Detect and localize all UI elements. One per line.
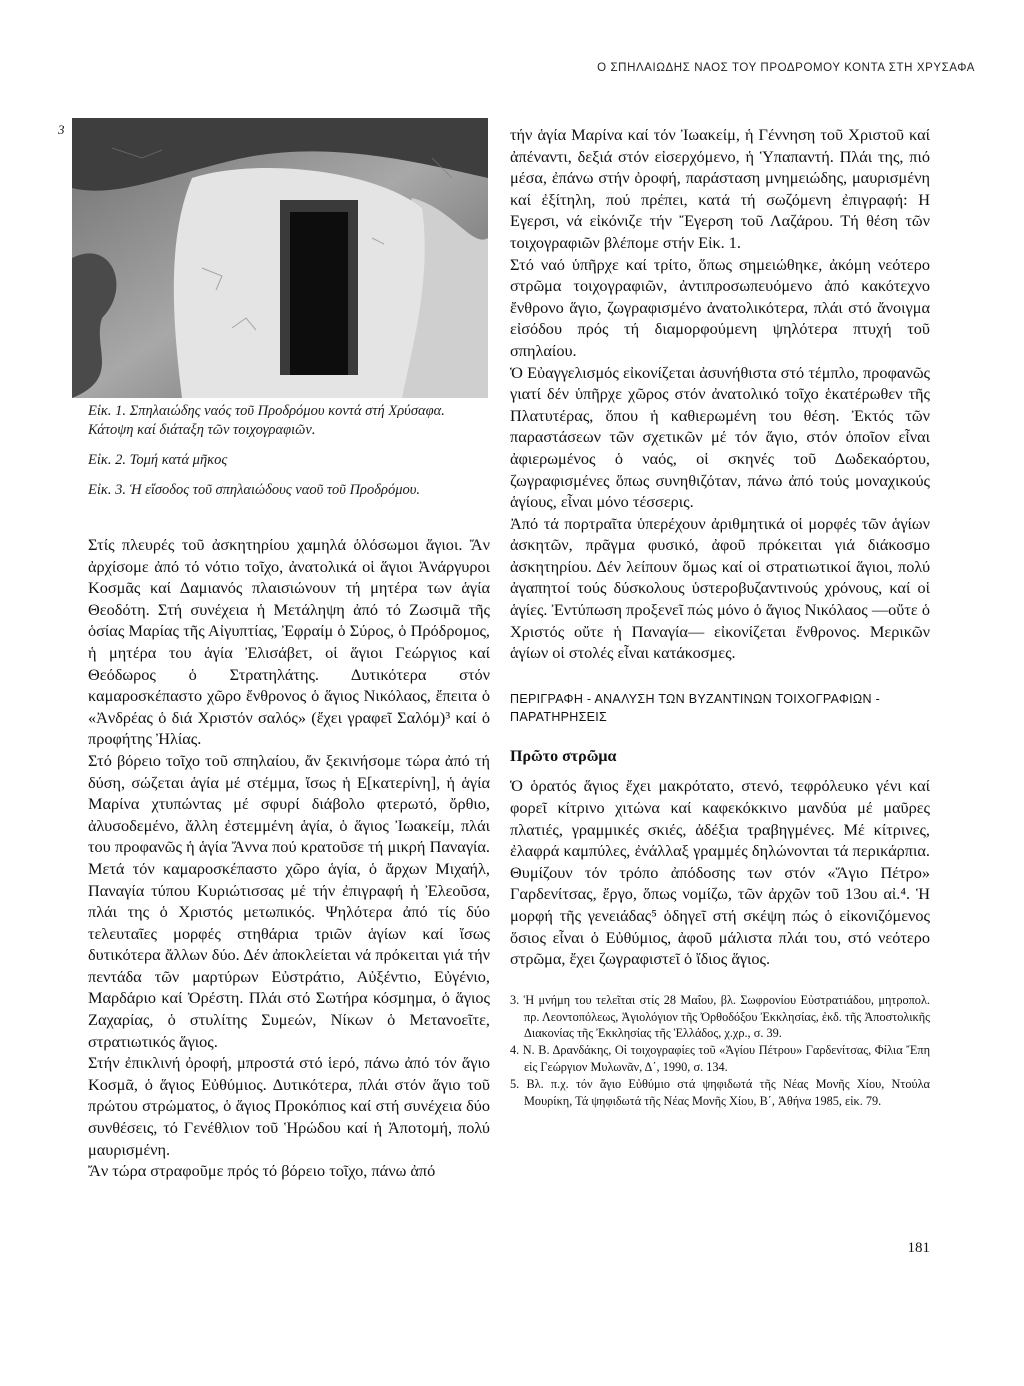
paragraph: Στό βόρειο τοῖχο τοῦ σπηλαίου, ἄν ξεκινήσομε τώρα ἀπό τή δύση, σώζεται ἁγία μέ στέμμα, ἴσως ἡ Ε[κατερίνη], ἡ ἁγία Μαρίνα χτυπώντας μέ σφυρί διάβολο φτερωτό, ὄρθιο, ἀλυσοδεμένο, ἄλλη ἐστεμμένη ἁγία, ὁ ἅγιος Ἰωακείμ, πλάι του προφανῶς ἡ ἁγία Ἄννα πού κρατοῦσε τή μικρή Παναγία. Μετά τόν καμαροσκέπαστο χῶρο ἁγία, ὁ ἄρχων Μιχαήλ, Παναγία τύπου Κυριώτισσας μέ τήν ἐπιγραφή ἡ Ἐλεοῦσα, πλάι της ὁ Χριστός μετωπικός. Ψηλότερα ἀπό τίς δύο τελευταῖες μορφές στηθάρια τριῶν ἁγίων καί ἴσως δυτικότερα ἄλλων δύο. Δέν ἀποκλείεται νά πρόκειται γιά τήν πεντάδα τῶν μαρτύρων Εὐστράτιο, Αὐξέντιο, Εὐγένιο, Μαρδάριο καί Ὀρέστη. Πλάι στό Σωτήρα κόσμημα, ὁ ἅγιος Ζαχαρίας, ὁ στυλίτης Συμεών, Νίκων ὁ Μετανοεῖτε, στρατιωτικός ἅγιος. [88,750,490,1051]
paragraph: Ὁ Εὐαγγελισμός εἰκονίζεται ἀσυνήθιστα στό τέμπλο, προφανῶς γιατί δέν ὑπῆρχε χῶρος στόν ἀνατολικό τοῖχο ἑκατέρωθεν τῆς Πλατυτέρας, ὅπου ἡ καθιερωμένη του θέση. Ἐκτός τῶν παραστάσεων τῶν σχετικῶν μέ τόν ἅγιο, στόν ὁποῖον εἶναι ἀφιερωμένος ὁ ναός, οἱ σκηνές τοῦ Δωδεκαόρτου, ζωγραφισμένες ὅπως συνηθιζόταν, πάνω ἀπό τούς μοναχικούς ἁγίους, εἶναι μόνο τέσσερις. [510,362,930,512]
cave-entrance-photo [72,118,488,398]
footnote: 3. Ἡ μνήμη του τελεῖται στίς 28 Μαΐου, βλ. Σωφρονίου Εὐστρατιάδου, μητροπολ. πρ. Λεοντοπόλεως, Ἁγιολόγιον τῆς Ὀρθοδόξου Ἐκκλησίας, ἐκδ. τῆς Ἀποστολικῆς Διακονίας τῆς Ἐκκλησίας τῆς Ἑλλάδος, χ.χρ., σ. 39. [510,992,930,1041]
right-column [510,124,930,1109]
paragraph: Ὁ ὁρατός ἅγιος ἔχει μακρότατο, στενό, τεφρόλευκο γένι καί φορεῖ κίτρινο χιτώνα καί καφεκόκκινο μανδύα μέ μαῦρες πλατιές, γραμμικές σκιές, ἀδέξια τραβηγμένες. Μέ κίτρινες, ἐλαφρά καμπύλες, ἐνάλλαξ γραμμές δηλώνονται τά περικάρπια. Θυμίζουν τόν τρόπο ἀπόδοσης των στόν «Ἅγιο Πέτρο» Γαρδενίτσας, ἔργο, ὅπως νομίζω, τῶν ἀρχῶν τοῦ 13ου αἰ.⁴. Ἡ μορφή τῆς γενειάδας⁵ ὁδηγεῖ στή σκέψη πώς ὁ εἰκονιζόμενος ὅσιος εἶναι ὁ Εὐθύμιος, ἀφοῦ μάλιστα πλάι του, στό νεότερο στρῶμα, ἔχει ζωγραφιστεῖ ὁ ἴδιος ἅγιος. [510,776,930,969]
paragraph: Στήν ἐπικλινή ὀροφή, μπροστά στό ἱερό, πάνω ἀπό τόν ἅγιο Κοσμᾶ, ὁ ἅγιος Εὐθύμιος. Δυτικότερα, πλάι στόν ἅγιο τοῦ πρώτου στρώματος, ὁ ἅγιος Προκόπιος καί στή συνέχεια δύο συνθέσεις, τό Γενέθλιον τοῦ Ἡρώδου καί ἡ Ἀποτομή, πολύ μαυρισμένη. [88,1053,490,1159]
left-column [88,534,490,1182]
paragraph: Ἀπό τά πορτραῖτα ὑπερέχουν ἀριθμητικά οἱ μορφές τῶν ἁγίων ἀσκητῶν, πρᾶγμα φυσικό, ἀφοῦ πρόκειται γιά διάκοσμο ἀσκητηρίου. Δέν λείπουν ὅμως καί οἱ στρατιωτικοί ἅγιοι, πολύ ἀγαπητοί τούς δύσκολους ὑστεροβυζαντινούς χρόνους, καί οἱ ἁγίες. Ἐντύπωση προξενεῖ πώς μόνο ὁ ἅγιος Νικόλαος —οὔτε ὁ Χριστός οὔτε ἡ Παναγία— εἰκονίζεται ἔνθρονος. Μερικῶν ἁγίων οἱ στολές εἶναι κατάκοσμες. [510,513,930,663]
paragraph: τήν ἁγία Μαρίνα καί τόν Ἰωακείμ, ἡ Γέννηση τοῦ Χριστοῦ καί ἀπέναντι, δεξιά στόν εἰσερχόμενο, ἡ Ὑπαπαντή. Πλάι της, πιό μέσα, ἐπάνω στήν ὀροφή, παράσταση μνημειώδης, μαυρισμένη καί ἐξίτηλη, πού πρέπει, κατά τή σωζόμενη ἐπιγραφή: Η Εγερσι, νά εἰκόνιζε τήν Ἔγερση τοῦ Λαζάρου. Τή θέση τῶν τοιχογραφιῶν βλέπομε στήν Εἰκ. 1. [510,125,930,252]
paragraph: Ἄν τώρα στραφοῦμε πρός τό βόρειο τοῖχο, πάνω ἀπό [88,1161,436,1181]
paragraph: Στό ναό ὑπῆρχε καί τρίτο, ὅπως σημειώθηκε, ἀκόμη νεότερο στρῶμα τοιχογραφιῶν, ἀντιπροσωπευόμενο ἀπό κακότεχνο ἔνθρονο ἅγιο, ζωγραφισμένο ἀνατολικότερα, πλάι στό ἄνοιγμα εἰσόδου πρός τή διαμορφούμενη ψηλότερα πτυχή τοῦ σπηλαίου. [510,254,930,360]
footnote: 5. Βλ. π.χ. τόν ἅγιο Εὐθύμιο στά ψηφιδωτά τῆς Νέας Μονῆς Χίου, Ντούλα Μουρίκη, Τά ψηφιδωτά τῆς Νέας Μονῆς Χίου, Β΄, Ἀθήνα 1985, εἰκ. 79. [510,1076,930,1108]
caption-fig-2: Εἰκ. 2. Τομή κατά μῆκος [88,452,228,468]
section-heading: ΠΕΡΙΓΡΑΦΗ - ΑΝΑΛΥΣΗ ΤΩΝ ΒΥΖΑΝΤΙΝΩΝ ΤΟΙΧΟΓΡΑΦΙΩΝ - ΠΑΡΑΤΗΡΗΣΕΙΣ [510,691,881,724]
paragraph: Στίς πλευρές τοῦ ἀσκητηρίου χαμηλά ὁλόσωμοι ἅγιοι. Ἄν ἀρχίσομε ἀπό τό νότιο τοῖχο, ἀνατολικά οἱ ἅγιοι Ἀνάργυροι Κοσμᾶς καί Δαμιανός πλαισιώνουν τή μητέρα των ἁγία Θεοδότη. Στή συνέχεια ἡ Μετάληψη ἀπό τό Ζωσιμᾶ τῆς ὁσίας Μαρίας τῆς Αἰγυπτίας, Ἐφραίμ ὁ Σύρος, ὁ Πρόδρομος, ἡ μητέρα του ἁγία Ἐλισάβετ, οἱ ἅγιοι Γεώργιος καί Θεόδωρος ὁ Στρατηλάτης. Δυτικότερα στόν καμαροσκέπαστο χῶρο ἔνθρονος ὁ ἅγιος Νικόλαος, ἔπειτα ὁ «Ἀνδρέας ὁ διά Χριστόν σαλός» (ἔχει γραφεῖ Σαλόμ)³ καί ὁ προφήτης Ἠλίας. [88,535,490,749]
caption-fig-1: Εἰκ. 1. Σπηλαιώδης ναός τοῦ Προδρόμου κοντά στή Χρύσαφα. Κάτοψη καί διάταξη τῶν τοιχογραφιῶν. [88,403,445,438]
footnote: 4. Ν. Β. Δρανδάκης, Οἱ τοιχογραφίες τοῦ «Ἁγίου Πέτρου» Γαρδενίτσας, Φίλια Ἔπη εἰς Γεώργιον Μυλωνᾶν, Δ΄, 1990, σ. 134. [510,1043,930,1074]
figure-captions [88,402,488,511]
footnotes [510,992,930,1110]
running-head: Ο ΣΠΗΛΑΙΩΔΗΣ ΝΑΟΣ ΤΟΥ ΠΡΟΔΡΟΜΟΥ ΚΟΝΤΑ ΣΤΗ ΧΡΥΣΑΦΑ [597,62,975,74]
figure-photo [72,118,488,398]
sub-heading: Πρῶτο στρῶμα [510,747,617,765]
caption-fig-3: Εἰκ. 3. Ἡ εἴσοδος τοῦ σπηλαιώδους ναοῦ τοῦ Προδρόμου. [88,482,421,498]
page-number: 181 [907,1240,930,1256]
figure-number: 3 [58,122,65,137]
